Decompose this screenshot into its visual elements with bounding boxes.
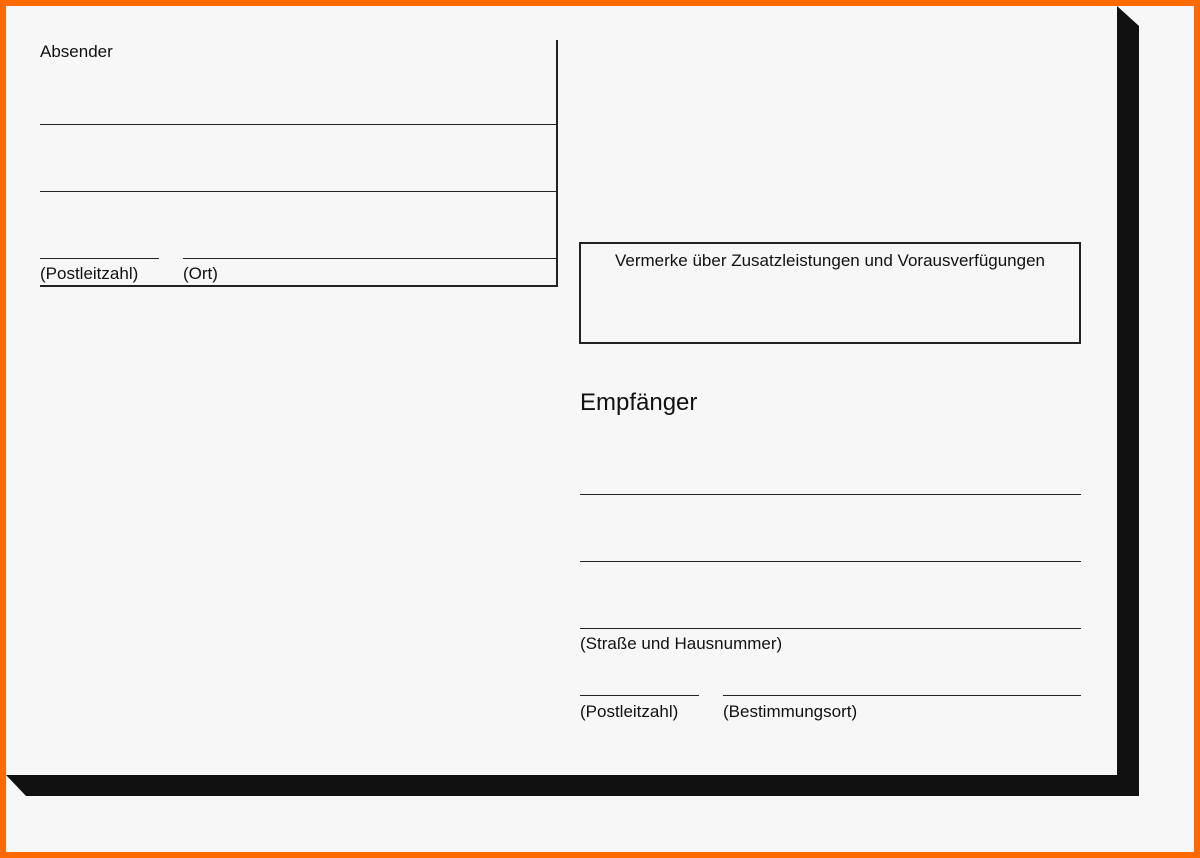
- card-shadow-bottom: [6, 775, 1139, 796]
- recipient-destination-line[interactable]: [723, 695, 1081, 696]
- recipient-street-line[interactable]: [580, 628, 1081, 629]
- recipient-destination-label: (Bestimmungsort): [723, 702, 858, 721]
- notes-box-label: Vermerke über Zusatzleistungen und Vorausverfügungen: [615, 251, 1045, 270]
- sender-right-rule: [556, 40, 558, 287]
- sender-line-2[interactable]: [40, 191, 557, 192]
- sender-city-line[interactable]: [183, 258, 557, 259]
- recipient-postcode-line[interactable]: [580, 695, 699, 696]
- sender-city-label: (Ort): [183, 264, 218, 283]
- recipient-line-2[interactable]: [580, 561, 1081, 562]
- recipient-postcode-label: (Postleitzahl): [580, 702, 679, 721]
- postcard-form: [6, 6, 1117, 775]
- recipient-line-1[interactable]: [580, 494, 1081, 495]
- sender-line-1[interactable]: [40, 124, 557, 125]
- sender-postcode-line[interactable]: [40, 258, 159, 259]
- sender-label: Absender: [40, 42, 113, 61]
- sender-postcode-label: (Postleitzahl): [40, 264, 139, 283]
- sender-bottom-rule: [40, 285, 558, 287]
- card-shadow-right: [1117, 6, 1139, 796]
- recipient-street-label: (Straße und Hausnummer): [580, 634, 783, 653]
- recipient-label: Empfänger: [580, 389, 698, 416]
- notes-box[interactable]: [579, 242, 1081, 344]
